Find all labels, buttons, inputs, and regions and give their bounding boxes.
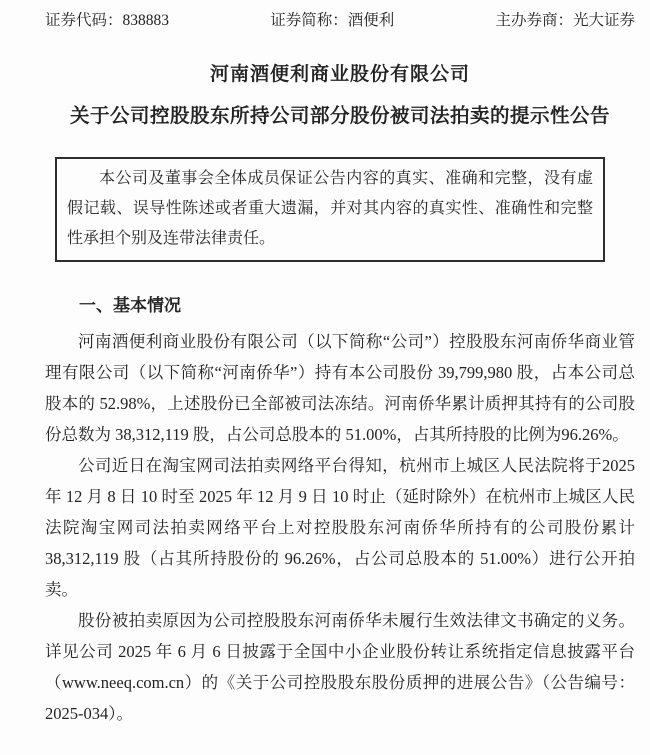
section-body: [45, 326, 635, 729]
stock-code-label: 证券代码：: [45, 12, 123, 29]
company-title: 河南酒便利商业股份有限公司: [209, 64, 470, 85]
disclaimer-box: [55, 157, 605, 262]
paragraph-auction-info: 公司近日在淘宝网司法拍卖网络平台得知，杭州市上城区人民法院将于2025 年 12 月 8 日 10 时至 2025 年 12 月 9 日 10 时止（延时除外）在杭州市上城区人民法院淘宝网司法拍卖网络平台上对控股股东河南侨华所持有的公司股份累计 38,312,119 股（占其所持股份的 96.26%，占公司总股本的 51.00%）进行公开拍卖。: [45, 456, 635, 599]
section-heading-basic-info: 一、基本情况: [79, 296, 181, 315]
sponsor-value: 光大证券: [572, 12, 635, 29]
announcement-title: 关于公司控股股东所持公司部分股份被司法拍卖的提示性公告: [69, 106, 610, 127]
stock-code-value: 838883: [122, 12, 170, 29]
stock-name-label: 证券简称：: [270, 12, 348, 29]
stock-name-value: 酒便利: [347, 12, 395, 29]
sponsor-label: 主办券商：: [495, 12, 573, 29]
paragraph-shareholding-info: 河南酒便利商业股份有限公司（以下简称“公司”）控股股东河南侨华商业管理有限公司（以下简称“河南侨华”）持有本公司股份 39,799,980 股，占本公司总股本的 52.98%，上述股份已全部被司法冻结。河南侨华累计质押其持有的公司股份总数为 38,312,119 股，占公司总股本的 51.00%，占其所持股的比例为96.26%。: [45, 332, 635, 444]
disclaimer-text: 本公司及董事会全体成员保证公告内容的真实、准确和完整，没有虚假记载、误导性陈述或者重大遗漏，并对其内容的真实性、准确性和完整性承担个别及连带法律责任。: [67, 170, 593, 247]
stock-code: [45, 10, 169, 32]
paragraph-auction-reason: 股份被拍卖原因为公司控股股东河南侨华未履行生效法律文书确定的义务。详见公司 2025 年 6 月 6 日披露于全国中小企业股份转让系统指定信息披露平台（www.neeq.com.cn）的《关于公司控股股东股份质押的进展公告》（公告编号：2025-034）。: [45, 611, 635, 723]
sponsor: [495, 10, 635, 32]
stock-name: [270, 10, 394, 32]
document-header: [45, 10, 635, 32]
